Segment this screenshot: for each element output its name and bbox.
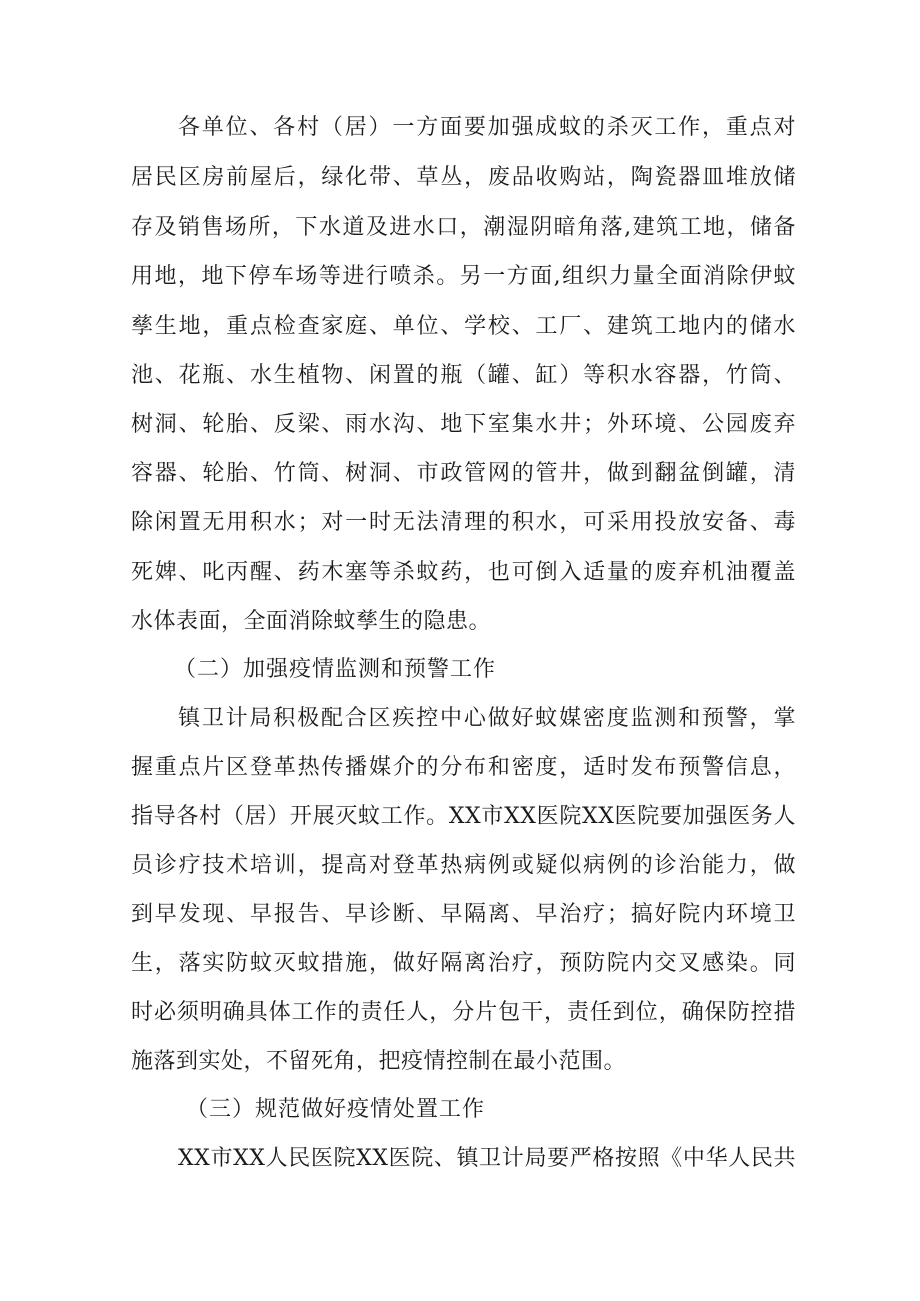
paragraph-1-line-11: 水体表面，全面消除蚊孳生的隐患。 <box>131 609 492 634</box>
section-heading-3: （三）规范做好疫情处置工作 <box>186 1097 486 1122</box>
paragraph-1-line-6: 池、花瓶、水生植物、闲置的瓶（罐、缸）等积水容器，竹筒、 <box>131 363 796 388</box>
paragraph-2-line-6: 生，落实防蚊灭蚊措施，做好隔离治疗，预防院内交叉感染。同 <box>131 951 796 976</box>
paragraph-1-line-8: 容器、轮胎、竹筒、树洞、市政管网的管井，做到翻盆倒罐，清 <box>131 461 796 486</box>
paragraph-1-line-7: 树洞、轮胎、反梁、雨水沟、地下室集水井；外环境、公园废弃 <box>131 412 796 437</box>
paragraph-2-line-5: 到早发现、早报告、早诊断、早隔离、早治疗；搞好院内环境卫 <box>131 902 796 927</box>
paragraph-2-line-2: 握重点片区登革热传播媒介的分布和密度，适时发布预警信息， <box>131 755 796 780</box>
paragraph-3-line-1: XX市XX人民医院XX医院、镇卫计局要严格按照《中华人民共 <box>178 1146 796 1171</box>
paragraph-2-line-7: 时必须明确具体工作的责任人，分片包干，责任到位，确保防控措 <box>131 1000 796 1025</box>
paragraph-2-line-1: 镇卫计局积极配合区疾控中心做好蚊媒密度监测和预警，掌 <box>178 706 796 731</box>
section-heading-2: （二）加强疫情监测和预警工作 <box>174 657 497 682</box>
paragraph-1-line-9: 除闲置无用积水；对一时无法清理的积水，可采用投放安备、毒 <box>131 510 796 535</box>
paragraph-1-line-10: 死婢、叱丙醒、药木塞等杀蚊药，也可倒入适量的废弃机油覆盖 <box>131 560 796 585</box>
paragraph-2-line-3: 指导各村（居）开展灭蚊工作。XX市XX医院XX医院要加强医务人 <box>131 804 796 829</box>
paragraph-1-line-4: 用地，地下停车场等进行喷杀。另一方面,组织力量全面消除伊蚊 <box>131 264 796 289</box>
paragraph-2-line-8: 施落到实处，不留死角，把疫情控制在最小范围。 <box>131 1049 627 1074</box>
paragraph-1-line-2: 居民区房前屋后，绿化带、草丛，废品收购站，陶瓷器皿堆放储 <box>131 165 796 190</box>
paragraph-2-line-4: 员诊疗技术培训，提高对登革热病例或疑似病例的诊治能力，做 <box>131 853 796 878</box>
paragraph-1-line-1: 各单位、各村（居）一方面要加强成蚊的杀灭工作，重点对 <box>178 115 796 140</box>
paragraph-1-line-3: 存及销售场所，下水道及进水口，潮湿阴暗角落,建筑工地，储备 <box>131 215 796 240</box>
paragraph-1-line-5: 孳生地，重点检查家庭、单位、学校、工厂、建筑工地内的储水 <box>131 314 796 339</box>
